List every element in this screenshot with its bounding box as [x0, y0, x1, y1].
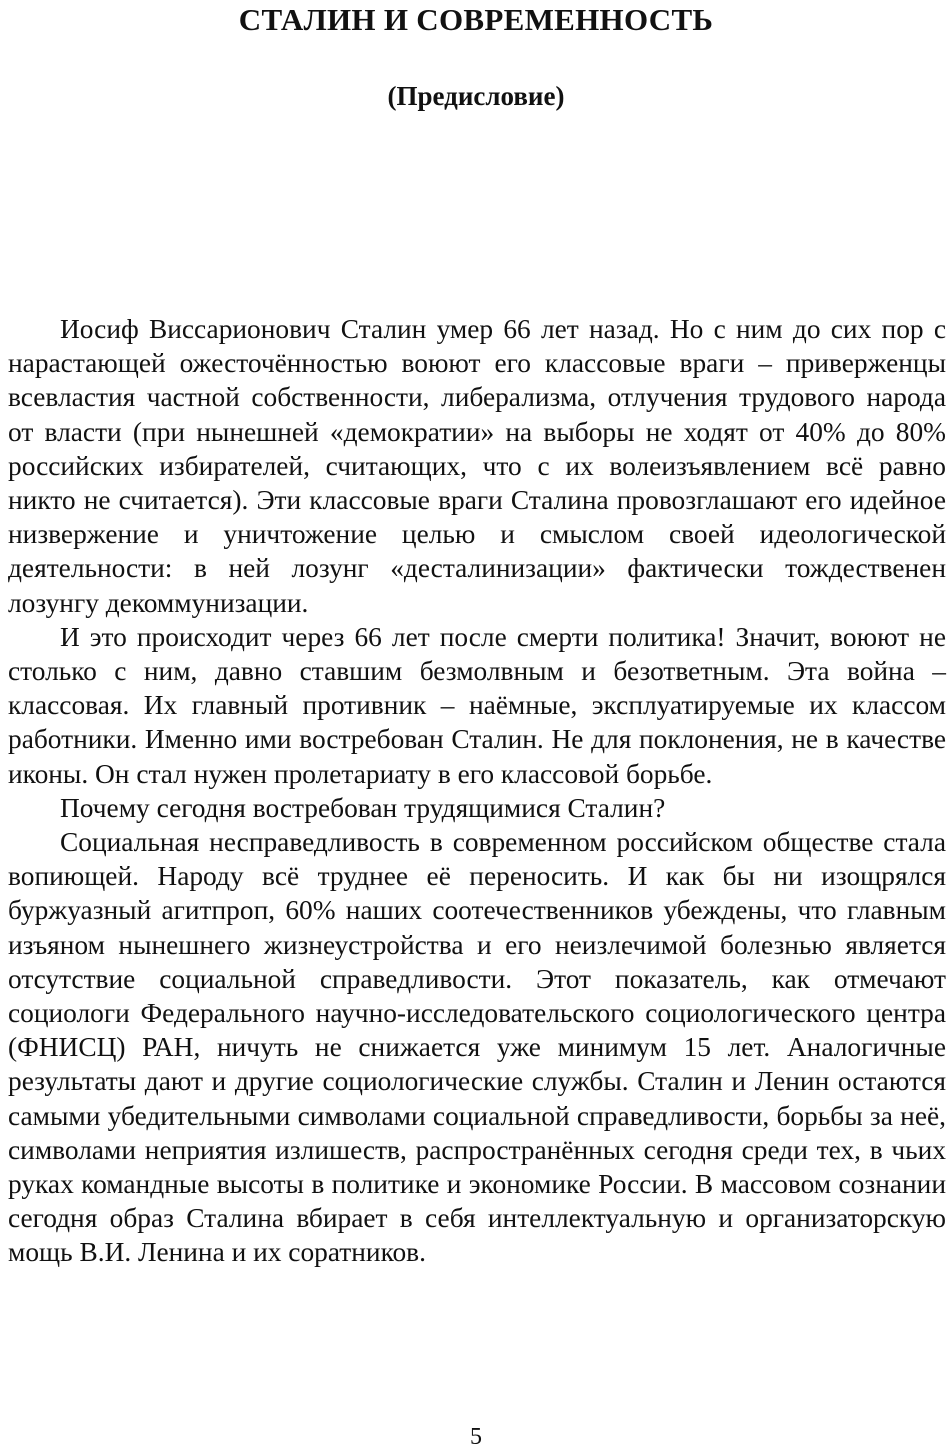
- paragraph-4: Социальная несправедливость в современном российском обществе стала вопиющей. Народу всё труднее её переносить. И как бы ни изощрялся буржуазный агитпроп, 60% наших соотечественников убеждены, что главным изъяном нынешнего жизнеустройства и его неизлечимой болезнью является отсутствие социальной справедливости. Этот показатель, как отмечают социологи Федерального научно-исследовательского социологического центра (ФНИСЦ) РАН, ничуть не снижается уже минимум 15 лет. Аналогичные результаты дают и другие социологические службы. Сталин и Ленин остаются самыми убедительными символами социальной справедливости, борьбы за неё, символами неприятия излишеств, распространённых сегодня среди тех, в чьих руках командные высоты в политике и экономике России. В массовом сознании сегодня образ Сталина вбирает в себя интеллектуальную и организаторскую мощь В.И. Ленина и их соратников.: [8, 827, 946, 1268]
- page-number: 5: [470, 1424, 482, 1450]
- paragraph-1: Иосиф Виссарионович Сталин умер 66 лет назад. Но с ним до сих пор с нарастающей ожесточённостью воюют его классовые враги – приверженцы всевластия частной собственности, либерализма, отлучения трудового народа от власти (при нынешней «демократии» на выборы не ходят от 40% до 80% российских избирателей, считающих, что с их волеизъявлением всё равно никто не считается). Эти классовые враги Сталина провозглашают его идейное низвержение и уничтожение целью и смыслом своей идеологической деятельности: в ней лозунг «десталинизации» фактически тождественен лозунгу декоммунизации.: [8, 314, 946, 618]
- paragraph-3: Почему сегодня востребован трудящимися Сталин?: [60, 792, 666, 823]
- body-text: [8, 312, 946, 1270]
- chapter-title: СТАЛИН И СОВРЕМЕННОСТЬ: [238, 2, 714, 37]
- chapter-subtitle: (Предисловие): [387, 81, 565, 111]
- paragraph-2: И это происходит через 66 лет после смерти политика! Значит, воюют не столько с ним, давно ставшим безмолвным и безответным. Эта война – классовая. Их главный противник – наёмные, эксплуатируемые их классом работники. Именно ими востребован Сталин. Не для поклонения, не в качестве иконы. Он стал нужен пролетариату в его классовой борьбе.: [8, 621, 946, 789]
